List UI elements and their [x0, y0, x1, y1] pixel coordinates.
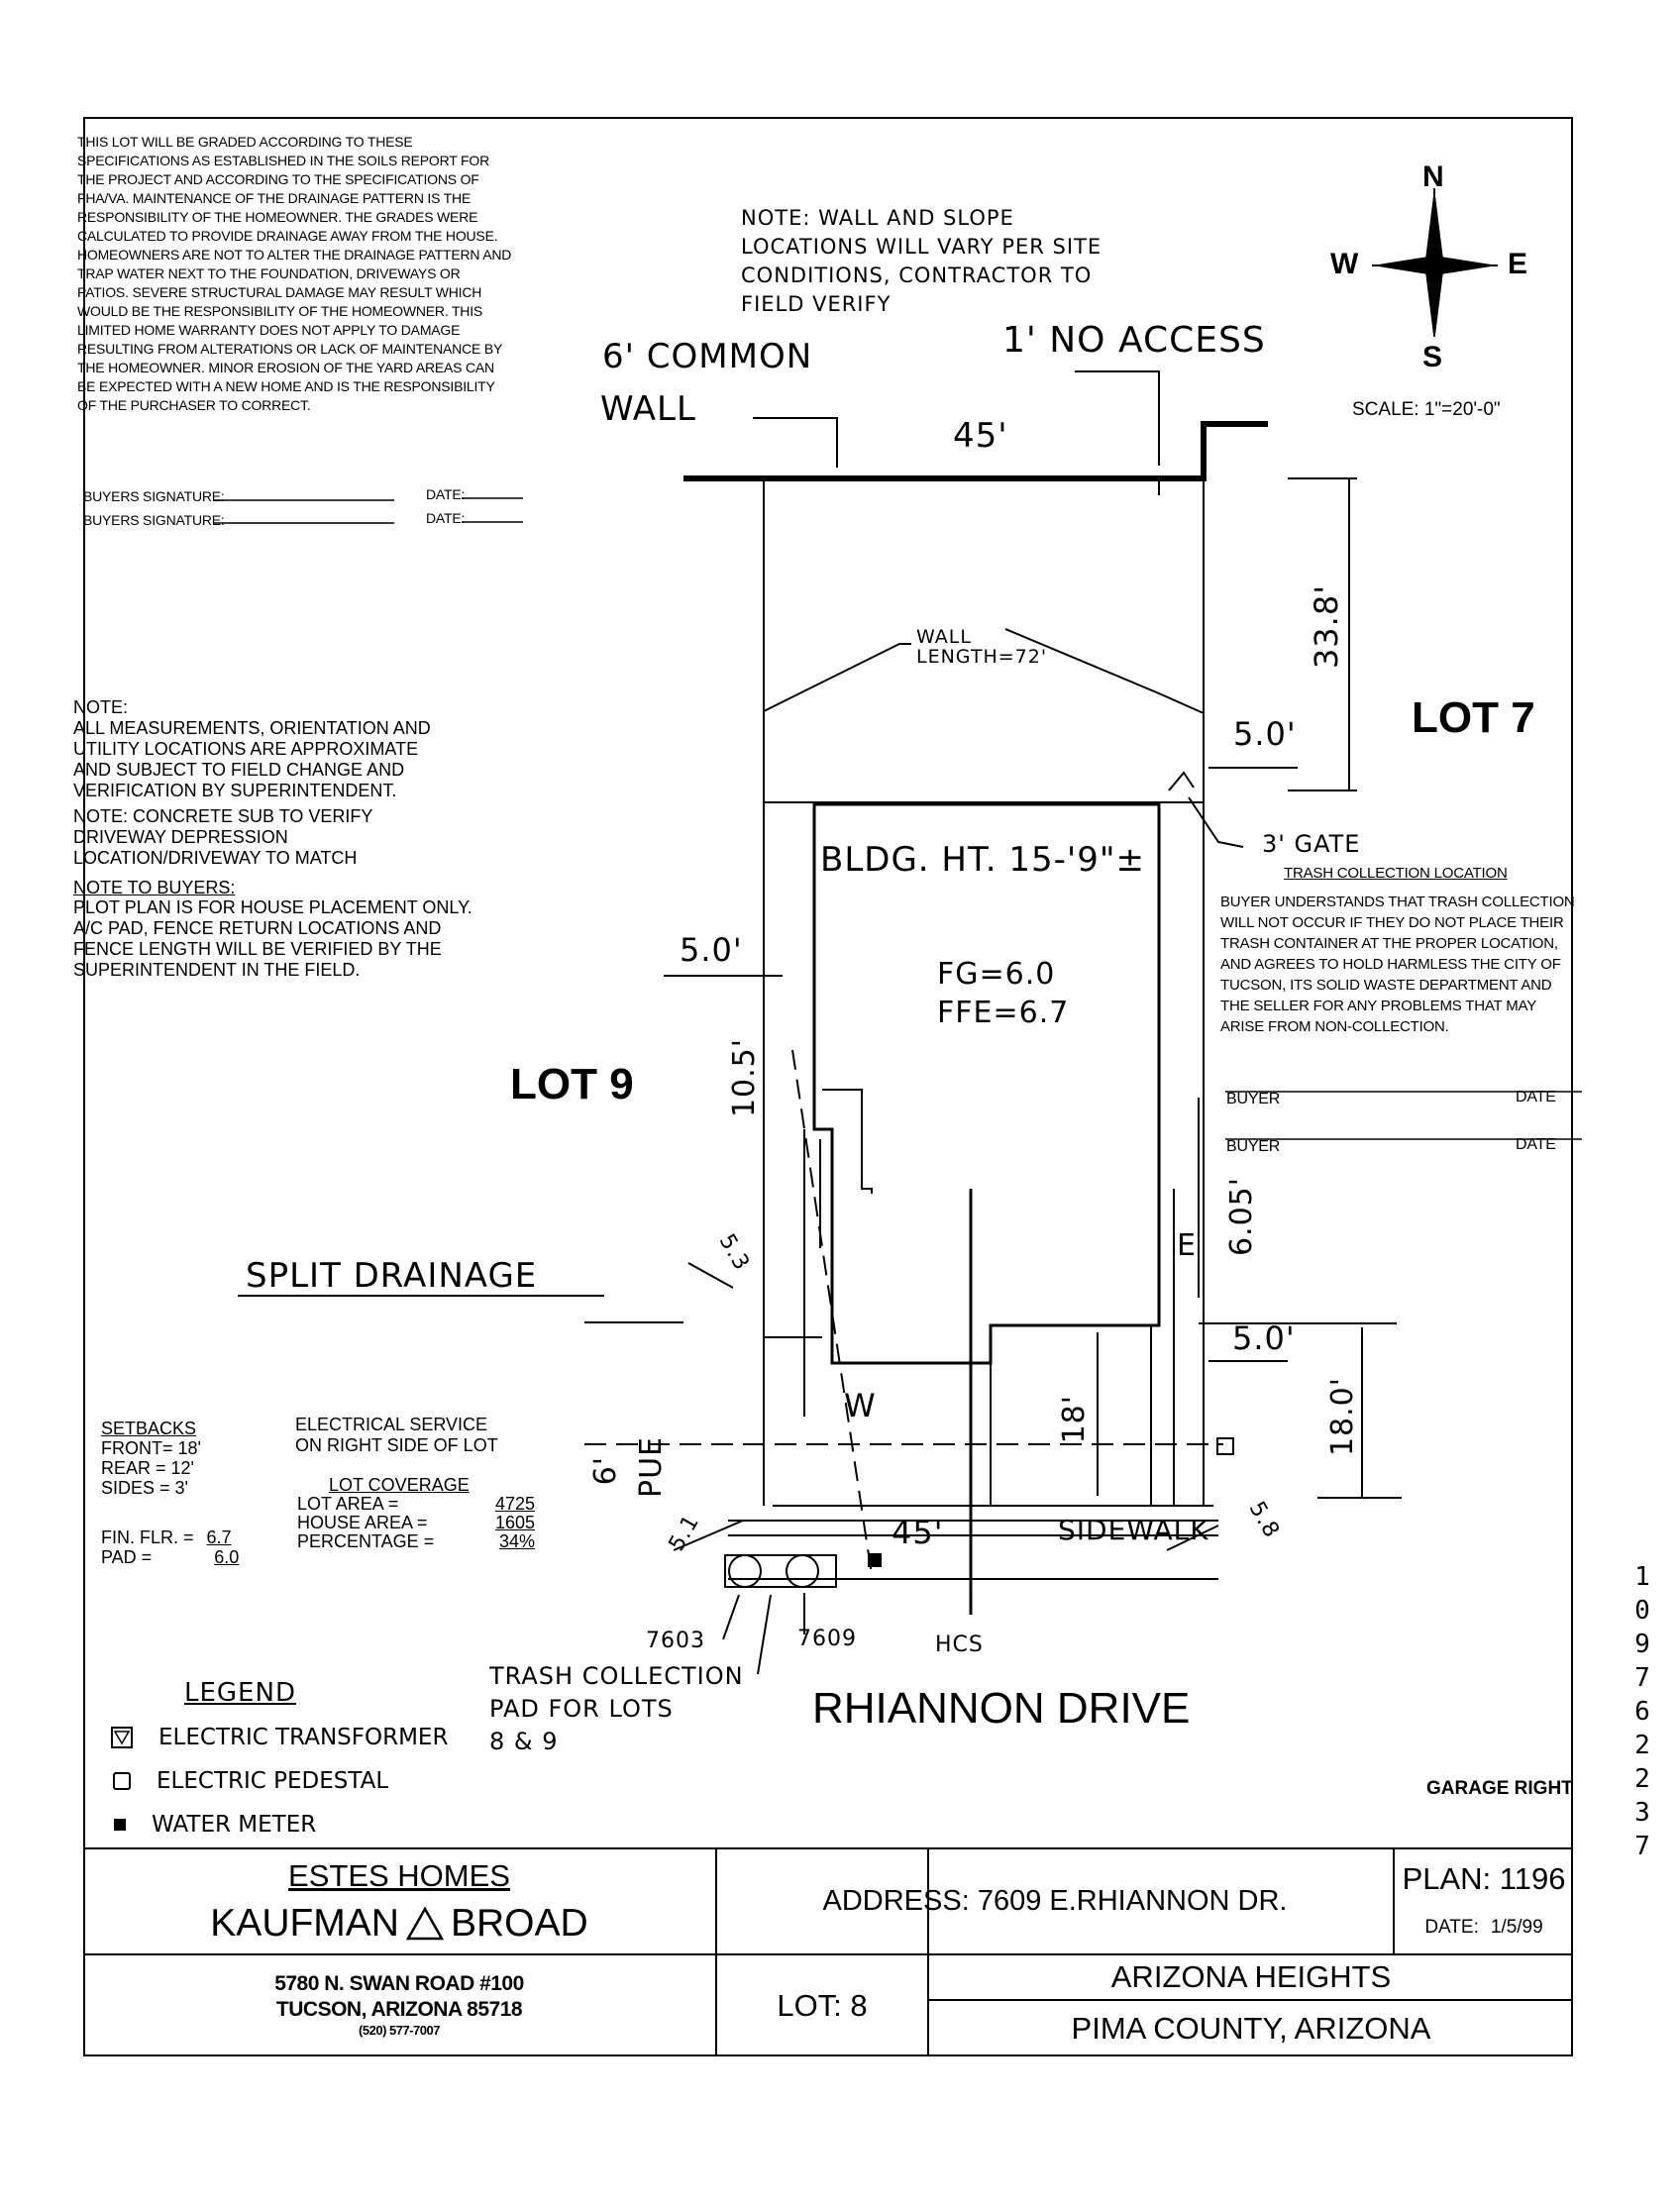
split-drainage-label: SPLIT DRAINAGE	[246, 1256, 538, 1296]
grade-front-right: 5.8	[1243, 1497, 1285, 1543]
setback-sides: SIDES = 3'	[101, 1478, 188, 1498]
builder-name-1: KAUFMAN	[210, 1902, 399, 1945]
right-dimension: 6.05'	[1224, 1177, 1259, 1257]
trash-collection-title: TRASH COLLECTION LOCATION	[1284, 865, 1508, 882]
builder-name-2: BROAD	[450, 1902, 588, 1945]
house-area-label: HOUSE AREA =	[297, 1513, 428, 1532]
pedestal-icon	[113, 1772, 131, 1790]
legend-title: LEGEND	[184, 1678, 296, 1708]
setbacks-title: SETBACKS	[101, 1419, 197, 1438]
address-7603: 7603	[646, 1629, 705, 1653]
percentage-label: PERCENTAGE =	[297, 1531, 435, 1551]
house-area-value: 1605	[494, 1513, 535, 1532]
pad-label: PAD =	[101, 1547, 153, 1567]
builder-address-2: TUCSON, ARIZONA 85718	[275, 1998, 523, 2021]
driveway-dimension: 18'	[1057, 1395, 1092, 1444]
finished-floor-label: FFE=6.7	[937, 996, 1070, 1030]
pue-width: 6'	[588, 1456, 623, 1486]
compass-west: W	[1330, 248, 1359, 280]
right-side-setback-bottom: 5.0'	[1232, 1319, 1296, 1357]
trash-buyer-label-2: BUYER	[1226, 1138, 1281, 1155]
builder-phone: (520) 577-7007	[359, 2023, 440, 2038]
legend-label: ELECTRIC TRANSFORMER	[158, 1725, 449, 1750]
plan-date-value: 1/5/99	[1490, 1917, 1543, 1938]
buyer-signature-label-2: BUYERS SIGNATURE:	[83, 512, 225, 528]
company-name-text: ESTES HOMES	[288, 1858, 510, 1893]
fin-floor-value: 6.7	[206, 1527, 232, 1547]
scale-label: SCALE: 1"=20'-0"	[1352, 399, 1501, 420]
trash-pad-label: TRASH COLLECTION PAD FOR LOTS 8 & 9	[489, 1662, 744, 1755]
building-height-label: BLDG. HT. 15-'9"±	[820, 840, 1145, 880]
hcs-label: HCS	[935, 1632, 984, 1657]
lot-area-value: 4725	[494, 1494, 535, 1514]
builder-name	[83, 1898, 715, 1949]
common-wall-label-2: WALL	[600, 389, 696, 429]
lot-7-label: LOT 7	[1412, 693, 1535, 742]
legend-item	[111, 1759, 448, 1803]
builder-address	[83, 1955, 715, 2054]
lot-area-label: LOT AREA =	[297, 1494, 399, 1514]
electric-pedestal-marker	[1216, 1437, 1234, 1455]
setback-rear: REAR = 12'	[101, 1458, 194, 1478]
legend-label: WATER METER	[152, 1812, 317, 1838]
lot-coverage-block	[297, 1476, 535, 1551]
right-side-setback-top: 5.0'	[1233, 715, 1297, 753]
rear-width-dimension: 45'	[953, 416, 1008, 456]
address-7609: 7609	[797, 1627, 857, 1651]
rear-depth-dimension: 33.8'	[1308, 584, 1345, 670]
buyers-note-title: NOTE TO BUYERS:	[73, 878, 236, 897]
left-dimension: 10.5'	[727, 1038, 762, 1118]
transformer-icon	[111, 1727, 133, 1748]
county-name: PIMA COUNTY, ARIZONA	[1071, 2011, 1431, 2046]
grading-note: THIS LOT WILL BE GRADED ACCORDING TO THESE SPECIFICATIONS AS ESTABLISHED IN THE SOILS REPORT FOR THE PROJECT AND ACCORDING TO THE SPECIFICATIONS OF FHA/VA. MAINTENANCE OF THE DRAINAGE PATTERN IS THE RESPONSIBILITY OF THE HOMEOWNER. THE GRADES WERE CALCULATED TO PROVIDE DRAINAGE AWAY FROM THE HOUSE. HOMEOWNERS ARE NOT TO ALTER THE DRAINAGE PATTERN AND TRAP WATER NEXT TO THE FOUNDATION, DRIVEWAYS OR PATIOS. SEVERE STRUCTURAL DAMAGE MAY RESULT WHICH WOULD BE THE RESPONSIBILITY OF THE HOMEOWNER. THIS LIMITED HOME WARRANTY DOES NOT APPLY TO DAMAGE RESULTING FROM ALTERATIONS OR LACK OF MAINTENANCE BY THE HOMEOWNER. MINOR EROSION OF THE YARD AREAS CAN BE EXPECTED WITH A NEW HOME AND IS THE RESPONSIBILITY OF THE PURCHASER TO CORRECT.	[77, 134, 512, 413]
builder-address-1: 5780 N. SWAN ROAD #100	[274, 1972, 524, 1995]
setbacks-block	[101, 1419, 201, 1498]
plan-number: PLAN: 1196	[1402, 1861, 1566, 1896]
company-name	[83, 1854, 715, 1898]
date-label-1: DATE:	[426, 486, 466, 502]
general-note: NOTE: ALL MEASUREMENTS, ORIENTATION AND UTILITY LOCATIONS ARE APPROXIMATE AND SUBJECT TO FIELD CHANGE AND VERIFICATION BY SUPERINTENDENT.	[73, 697, 431, 800]
floor-pad-block	[101, 1527, 239, 1567]
wall-slope-note: NOTE: WALL AND SLOPE LOCATIONS WILL VARY PER SITE CONDITIONS, CONTRACTOR TO FIELD VERIFY	[741, 206, 1102, 316]
front-setback-dimension: 18.0'	[1325, 1377, 1360, 1457]
pue-label: PUE	[634, 1436, 669, 1499]
title-block	[83, 1848, 1573, 2056]
front-width-dimension: 45'	[892, 1514, 944, 1551]
legend-item	[111, 1716, 448, 1759]
grade-front-left: 5.1	[664, 1510, 705, 1556]
compass-north: N	[1422, 160, 1444, 193]
wall-length-label	[916, 627, 1047, 667]
lot-number: LOT: 8	[777, 1988, 868, 2023]
compass-east: E	[1508, 248, 1528, 280]
date-label-2: DATE:	[426, 510, 466, 526]
garage-orientation: GARAGE RIGHT	[1426, 1778, 1573, 1799]
water-meter-icon	[114, 1819, 126, 1831]
trash-buyer-label-1: BUYER	[1226, 1091, 1281, 1107]
no-access-label: 1' NO ACCESS	[1002, 320, 1266, 361]
buyers-note: PLOT PLAN IS FOR HOUSE PLACEMENT ONLY. A/C PAD, FENCE RETURN LOCATIONS AND FENCE LENGTH WILL BE VERIFIED BY THE SUPERINTENDENT IN THE FIELD.	[73, 897, 472, 980]
setback-front: FRONT= 18'	[101, 1438, 201, 1458]
grade-left: 5.3	[713, 1229, 755, 1276]
legend-item	[111, 1803, 448, 1846]
wall-length-label-1: WALL	[916, 626, 972, 648]
trash-date-label-2: DATE	[1516, 1136, 1556, 1153]
legend-list	[111, 1716, 448, 1846]
electrical-service-note: ELECTRICAL SERVICE ON RIGHT SIDE OF LOT	[295, 1415, 498, 1455]
finished-grade-label: FG=6.0	[937, 957, 1056, 992]
compass-south: S	[1422, 341, 1443, 373]
sidewalk-label: SIDEWALK	[1058, 1514, 1209, 1546]
gate-label: 3' GATE	[1262, 830, 1361, 858]
water-meter-marker	[868, 1553, 882, 1567]
lot-9-label: LOT 9	[510, 1060, 634, 1108]
triangle-logo-icon	[405, 1906, 445, 1942]
concrete-note: NOTE: CONCRETE SUB TO VERIFY DRIVEWAY DEPRESSION LOCATION/DRIVEWAY TO MATCH	[73, 806, 373, 868]
buyer-signature-label-1: BUYERS SIGNATURE:	[83, 488, 225, 504]
plan-date	[1395, 1906, 1573, 1949]
drainage-e-marker: E	[1177, 1228, 1197, 1263]
left-side-setback: 5.0'	[680, 931, 743, 969]
pad-value: 6.0	[214, 1547, 240, 1567]
plan-date-label: DATE:	[1424, 1917, 1479, 1938]
subdivision-name: ARIZONA HEIGHTS	[1110, 1959, 1392, 1994]
trash-date-label-1: DATE	[1516, 1089, 1556, 1106]
common-wall-label: 6' COMMON	[602, 337, 813, 376]
street-name: RHIANNON DRIVE	[812, 1684, 1191, 1733]
drainage-w-marker: W	[844, 1387, 877, 1424]
legend-label: ELECTRIC PEDESTAL	[157, 1768, 389, 1794]
trash-collection-text: BUYER UNDERSTANDS THAT TRASH COLLECTION WILL NOT OCCUR IF THEY DO NOT PLACE THEIR TRASH CONTAINER AT THE PROPER LOCATION, AND AGREES TO HOLD HARMLESS THE CITY OF TUCSON, ITS SOLID WASTE DEPARTMENT AND THE SELLER FOR ANY PROBLEMS THAT MAY ARISE FROM NON-COLLECTION.	[1220, 894, 1575, 1035]
lot-coverage-title: LOT COVERAGE	[329, 1475, 470, 1495]
percentage-value: 34%	[498, 1531, 535, 1551]
margin-stamp: 1 0 9 7 6 2 2 3 7	[1634, 1562, 1650, 1861]
property-address: ADDRESS: 7609 E.RHIANNON DR.	[822, 1884, 1288, 1917]
wall-length-label-2: LENGTH=72'	[916, 646, 1048, 668]
fin-floor-label: FIN. FLR. =	[101, 1527, 194, 1547]
